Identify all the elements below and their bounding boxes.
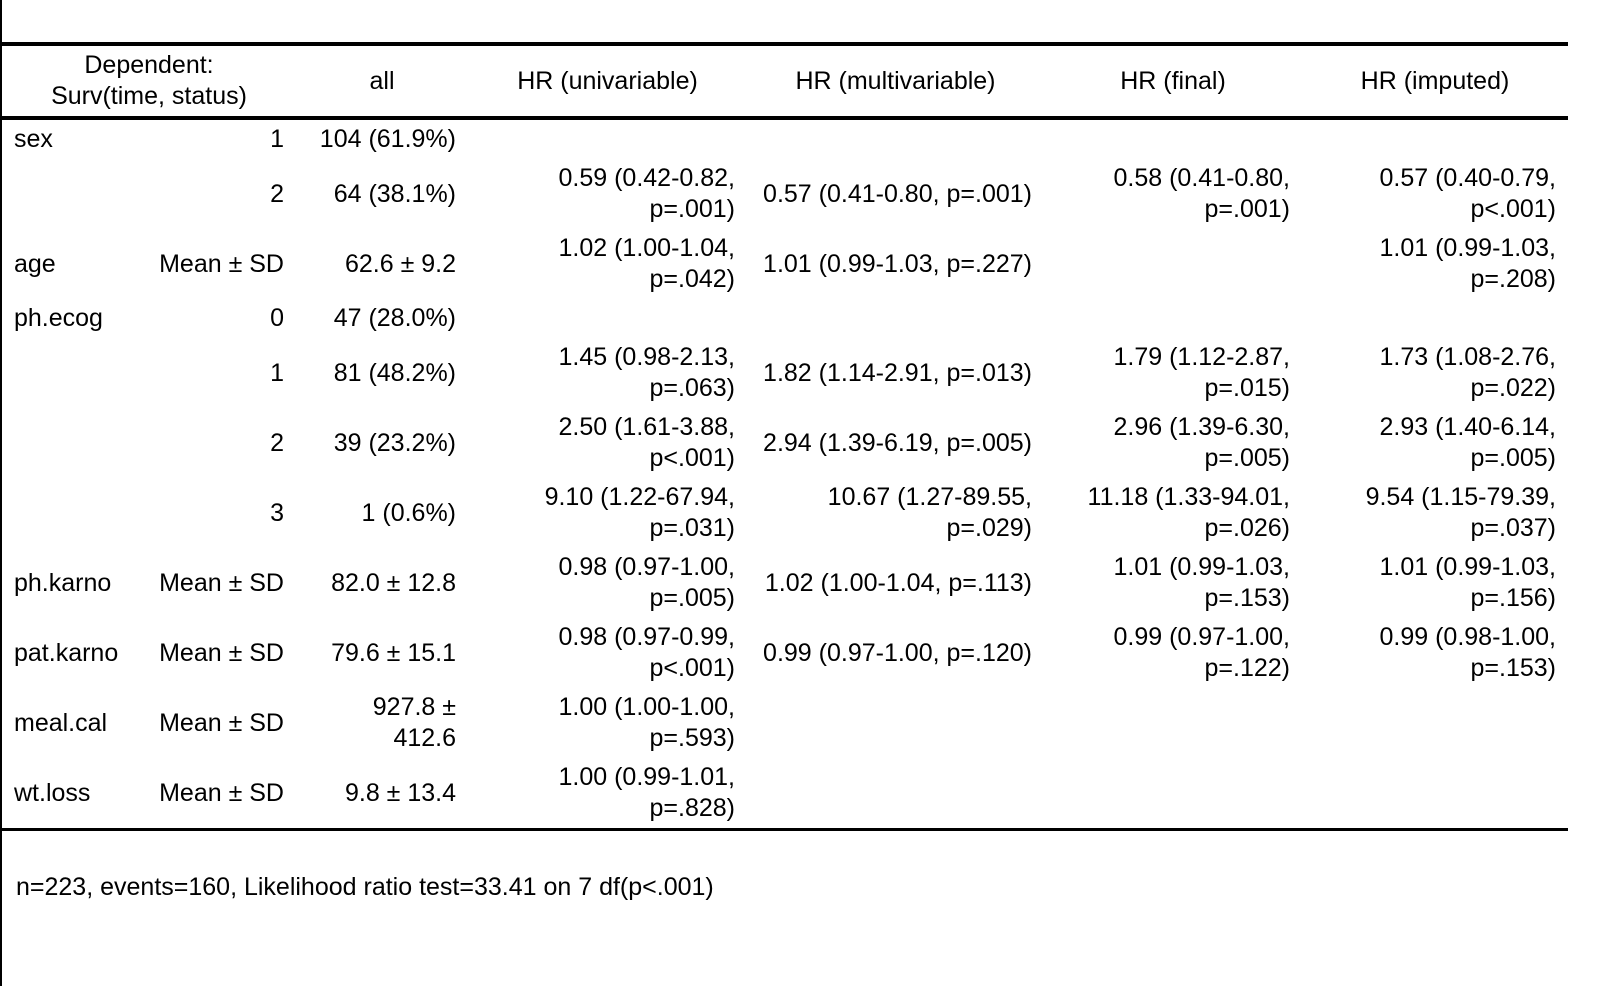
cell-hr-imputed: 0.99 (0.98-1.00, p=.153) (1379, 623, 1556, 682)
cell-all: 927.8 ± 412.6 (372, 693, 456, 752)
cell-variable: wt.loss (14, 778, 91, 807)
cell-level: 1 (270, 125, 284, 153)
table-row (2, 758, 1568, 830)
table-row (2, 688, 1568, 758)
cell-all: 1 (0.6%) (361, 498, 456, 527)
cell-hr-univariable: 1.02 (1.00-1.04, p=.042) (558, 234, 735, 293)
cell-hr-univariable (468, 299, 747, 338)
cell-hr-univariable: 2.50 (1.61-3.88, p<.001) (558, 413, 735, 472)
regression-table (2, 42, 1568, 831)
cell-variable (2, 478, 147, 548)
cell-hr-multivariable (747, 118, 1044, 159)
cell-hr-univariable: 1.00 (1.00-1.00, p=.593) (558, 693, 735, 752)
cell-hr-final: 0.58 (0.41-0.80, p=.001) (1113, 164, 1290, 223)
cell-hr-imputed (1302, 688, 1568, 758)
cell-hr-univariable: 0.98 (0.97-0.99, p<.001) (558, 623, 735, 682)
cell-all: 39 (23.2%) (333, 428, 456, 457)
cell-hr-multivariable: 1.82 (1.14-2.91, p=.013) (763, 358, 1032, 387)
cell-hr-imputed: 1.73 (1.08-2.76, p=.022) (1379, 343, 1556, 402)
cell-level: Mean ± SD (159, 778, 284, 807)
cell-hr-multivariable (747, 299, 1044, 338)
table-row (2, 118, 1568, 159)
cell-variable (2, 159, 147, 229)
cell-level: 2 (270, 428, 284, 457)
cell-hr-final: 2.96 (1.39-6.30, p=.005) (1113, 413, 1290, 472)
table-row (2, 338, 1568, 408)
cell-hr-multivariable: 1.01 (0.99-1.03, p=.227) (763, 249, 1032, 278)
cell-hr-imputed (1302, 758, 1568, 830)
cell-all: 9.8 ± 13.4 (344, 778, 456, 807)
cell-hr-final: 1.79 (1.12-2.87, p=.015) (1113, 343, 1290, 402)
cell-all: 79.6 ± 15.1 (331, 638, 456, 667)
cell-variable: age (14, 249, 56, 278)
cell-all: 62.6 ± 9.2 (344, 249, 456, 278)
cell-hr-final (1044, 758, 1302, 830)
cell-all: 47 (28.0%) (333, 304, 456, 332)
cell-hr-final: 1.01 (0.99-1.03, p=.153) (1113, 553, 1290, 612)
cell-hr-multivariable: 1.02 (1.00-1.04, p=.113) (764, 568, 1032, 597)
cell-variable: ph.ecog (14, 304, 103, 332)
header-hr-multivariable: HR (multivariable) (795, 66, 996, 95)
cell-all: 64 (38.1%) (333, 179, 456, 208)
cell-level: 2 (270, 179, 284, 208)
cell-level: Mean ± SD (159, 249, 284, 278)
cell-all: 82.0 ± 12.8 (331, 568, 456, 597)
cell-hr-univariable: 1.00 (0.99-1.01, p=.828) (558, 763, 735, 822)
cell-hr-imputed (1302, 118, 1568, 159)
header-dependent (2, 44, 296, 118)
cell-variable (2, 338, 147, 408)
header-dependent-label: Dependent: (84, 51, 214, 79)
cell-hr-multivariable (747, 688, 1044, 758)
table-row (2, 299, 1568, 338)
header-hr-univariable: HR (univariable) (517, 66, 698, 95)
cell-hr-imputed: 1.01 (0.99-1.03, p=.208) (1379, 234, 1556, 293)
header-all: all (369, 66, 395, 95)
cell-level: 3 (270, 498, 284, 527)
header-dependent-formula: Surv(time, status) (51, 82, 247, 110)
cell-hr-multivariable: 0.57 (0.41-0.80, p=.001) (763, 179, 1032, 208)
cell-hr-final: 0.99 (0.97-1.00, p=.122) (1113, 623, 1290, 682)
cell-hr-final (1044, 688, 1302, 758)
cell-hr-final (1044, 229, 1302, 299)
table-row (2, 478, 1568, 548)
cell-all: 104 (61.9%) (319, 125, 456, 153)
cell-hr-imputed: 9.54 (1.15-79.39, p=.037) (1365, 483, 1556, 542)
cell-hr-univariable: 0.59 (0.42-0.82, p=.001) (558, 164, 735, 223)
table-row (2, 408, 1568, 478)
cell-variable: pat.karno (14, 638, 119, 667)
cell-hr-multivariable: 0.99 (0.97-1.00, p=.120) (763, 638, 1032, 667)
cell-hr-univariable: 1.45 (0.98-2.13, p=.063) (558, 343, 735, 402)
header-hr-final: HR (final) (1120, 66, 1226, 95)
table-footnote: n=223, events=160, Likelihood ratio test=33.41 on 7 df(p<.001) (16, 873, 714, 901)
cell-variable (2, 408, 147, 478)
table-row (2, 229, 1568, 299)
cell-hr-final: 11.18 (1.33-94.01, p=.026) (1087, 483, 1290, 542)
cell-variable: meal.cal (14, 708, 108, 737)
cell-hr-univariable: 9.10 (1.22-67.94, p=.031) (544, 483, 735, 542)
cell-hr-univariable (468, 118, 747, 159)
cell-level: 1 (270, 358, 284, 387)
cell-variable: sex (14, 125, 53, 153)
cell-hr-univariable: 0.98 (0.97-1.00, p=.005) (558, 553, 735, 612)
header-hr-imputed: HR (imputed) (1360, 66, 1510, 95)
cell-level: 0 (270, 304, 284, 332)
cell-variable: ph.karno (14, 568, 112, 597)
cell-level: Mean ± SD (159, 708, 284, 737)
cell-hr-multivariable: 10.67 (1.27-89.55, p=.029) (827, 483, 1032, 542)
table-row (2, 618, 1568, 688)
cell-hr-imputed (1302, 299, 1568, 338)
table-body (2, 118, 1568, 830)
cell-hr-imputed: 2.93 (1.40-6.14, p=.005) (1379, 413, 1556, 472)
cell-level: Mean ± SD (159, 638, 284, 667)
cell-hr-multivariable: 2.94 (1.39-6.19, p=.005) (763, 428, 1032, 457)
table-header (2, 44, 1568, 118)
cell-hr-imputed: 0.57 (0.40-0.79, p<.001) (1379, 164, 1556, 223)
cell-hr-imputed: 1.01 (0.99-1.03, p=.156) (1379, 553, 1556, 612)
cell-hr-final (1044, 118, 1302, 159)
table-row (2, 548, 1568, 618)
cell-hr-multivariable (747, 758, 1044, 830)
cell-level: Mean ± SD (159, 568, 284, 597)
table-row (2, 159, 1568, 229)
cell-all: 81 (48.2%) (333, 358, 456, 387)
cell-hr-final (1044, 299, 1302, 338)
